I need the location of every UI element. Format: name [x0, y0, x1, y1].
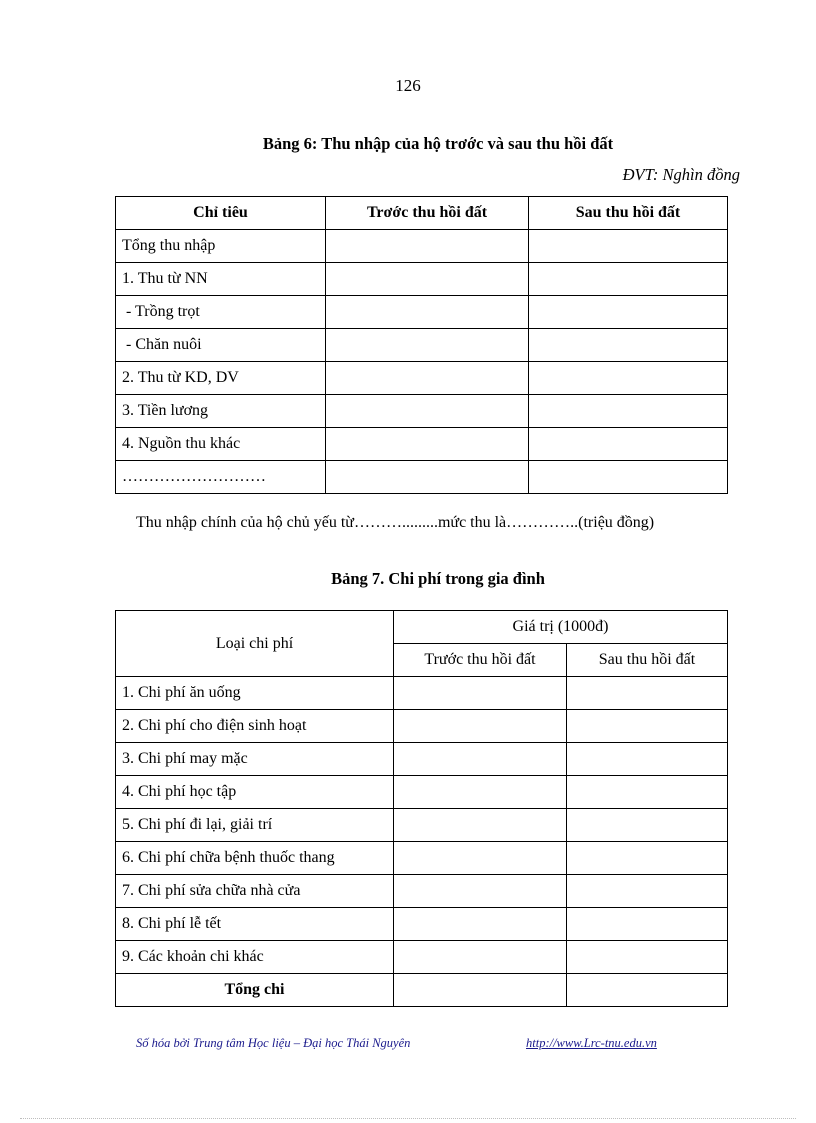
value-cell [529, 329, 728, 362]
value-cell [326, 428, 529, 461]
value-cell [529, 230, 728, 263]
page-bottom-divider [20, 1118, 796, 1119]
value-cell [326, 461, 529, 494]
column-header: Trước thu hồi đất [394, 644, 567, 677]
table-header-row [116, 611, 728, 644]
footer-credit: Số hóa bởi Trung tâm Học liệu – Đại học Thái Nguyên [136, 1036, 411, 1050]
total-row [116, 974, 728, 1007]
value-cell [567, 842, 728, 875]
column-header: Giá trị (1000đ) [394, 611, 728, 644]
row-label: - Chăn nuôi [116, 329, 326, 362]
value-cell [394, 710, 567, 743]
income-table [115, 196, 728, 494]
value-cell [394, 677, 567, 710]
table6-unit: ĐVT: Nghìn đồng [622, 165, 740, 184]
value-cell [529, 461, 728, 494]
table-row [116, 362, 728, 395]
value-cell [394, 842, 567, 875]
row-label: 9. Các khoản chi khác [116, 941, 394, 974]
value-cell [529, 428, 728, 461]
value-cell [567, 776, 728, 809]
table-header-row [116, 197, 728, 230]
column-header: Loại chi phí [116, 611, 394, 677]
row-label: 4. Nguồn thu khác [116, 428, 326, 461]
row-label: Tổng thu nhập [116, 230, 326, 263]
page-number: 126 [395, 76, 421, 95]
value-cell [567, 743, 728, 776]
value-cell [394, 809, 567, 842]
value-cell [326, 395, 529, 428]
table-row [116, 908, 728, 941]
row-label: ……………………… [116, 461, 326, 494]
table-row [116, 263, 728, 296]
table-row [116, 809, 728, 842]
table-row [116, 875, 728, 908]
total-label: Tổng chi [116, 974, 394, 1007]
row-label: 1. Chi phí ăn uống [116, 677, 394, 710]
value-cell [567, 974, 728, 1007]
income-summary-line: Thu nhập chính của hộ chủ yếu từ……….........mức thu là…………..(triệu đồng) [136, 514, 655, 531]
value-cell [529, 296, 728, 329]
expense-table [115, 610, 728, 1007]
value-cell [567, 908, 728, 941]
value-cell [529, 263, 728, 296]
row-label: - Trồng trọt [116, 296, 326, 329]
row-label: 7. Chi phí sửa chữa nhà cửa [116, 875, 394, 908]
value-cell [394, 776, 567, 809]
table-row [116, 296, 728, 329]
row-label: 3. Chi phí may mặc [116, 743, 394, 776]
table-row [116, 941, 728, 974]
table-row [116, 842, 728, 875]
value-cell [326, 296, 529, 329]
value-cell [567, 941, 728, 974]
column-header: Trơớc thu hồi đất [326, 197, 529, 230]
table7-title: Bảng 7. Chi phí trong gia đình [331, 569, 545, 588]
footer-link[interactable]: http://www.Lrc-tnu.edu.vn [526, 1036, 657, 1050]
table-row [116, 677, 728, 710]
table-row [116, 743, 728, 776]
row-label: 8. Chi phí lễ tết [116, 908, 394, 941]
value-cell [326, 329, 529, 362]
row-label: 1. Thu từ NN [116, 263, 326, 296]
value-cell [326, 230, 529, 263]
value-cell [394, 941, 567, 974]
column-header: Sau thu hồi đất [529, 197, 728, 230]
value-cell [394, 875, 567, 908]
row-label: 2. Chi phí cho điện sinh hoạt [116, 710, 394, 743]
row-label: 2. Thu từ KD, DV [116, 362, 326, 395]
row-label: 3. Tiền lương [116, 395, 326, 428]
table-row [116, 230, 728, 263]
table-row [116, 329, 728, 362]
value-cell [326, 362, 529, 395]
table-row [116, 395, 728, 428]
row-label: 5. Chi phí đi lại, giải trí [116, 809, 394, 842]
value-cell [567, 677, 728, 710]
value-cell [567, 875, 728, 908]
table-row [116, 776, 728, 809]
column-header: Chỉ tiêu [116, 197, 326, 230]
value-cell [567, 809, 728, 842]
row-label: 4. Chi phí học tập [116, 776, 394, 809]
value-cell [529, 362, 728, 395]
table-row [116, 461, 728, 494]
table-row [116, 710, 728, 743]
value-cell [394, 743, 567, 776]
table6-title: Bảng 6: Thu nhập của hộ trơớc và sau thu hồi đất [262, 134, 614, 153]
value-cell [326, 263, 529, 296]
value-cell [529, 395, 728, 428]
value-cell [394, 908, 567, 941]
row-label: 6. Chi phí chữa bệnh thuốc thang [116, 842, 394, 875]
column-header: Sau thu hồi đất [567, 644, 728, 677]
value-cell [567, 710, 728, 743]
table-row [116, 428, 728, 461]
value-cell [394, 974, 567, 1007]
